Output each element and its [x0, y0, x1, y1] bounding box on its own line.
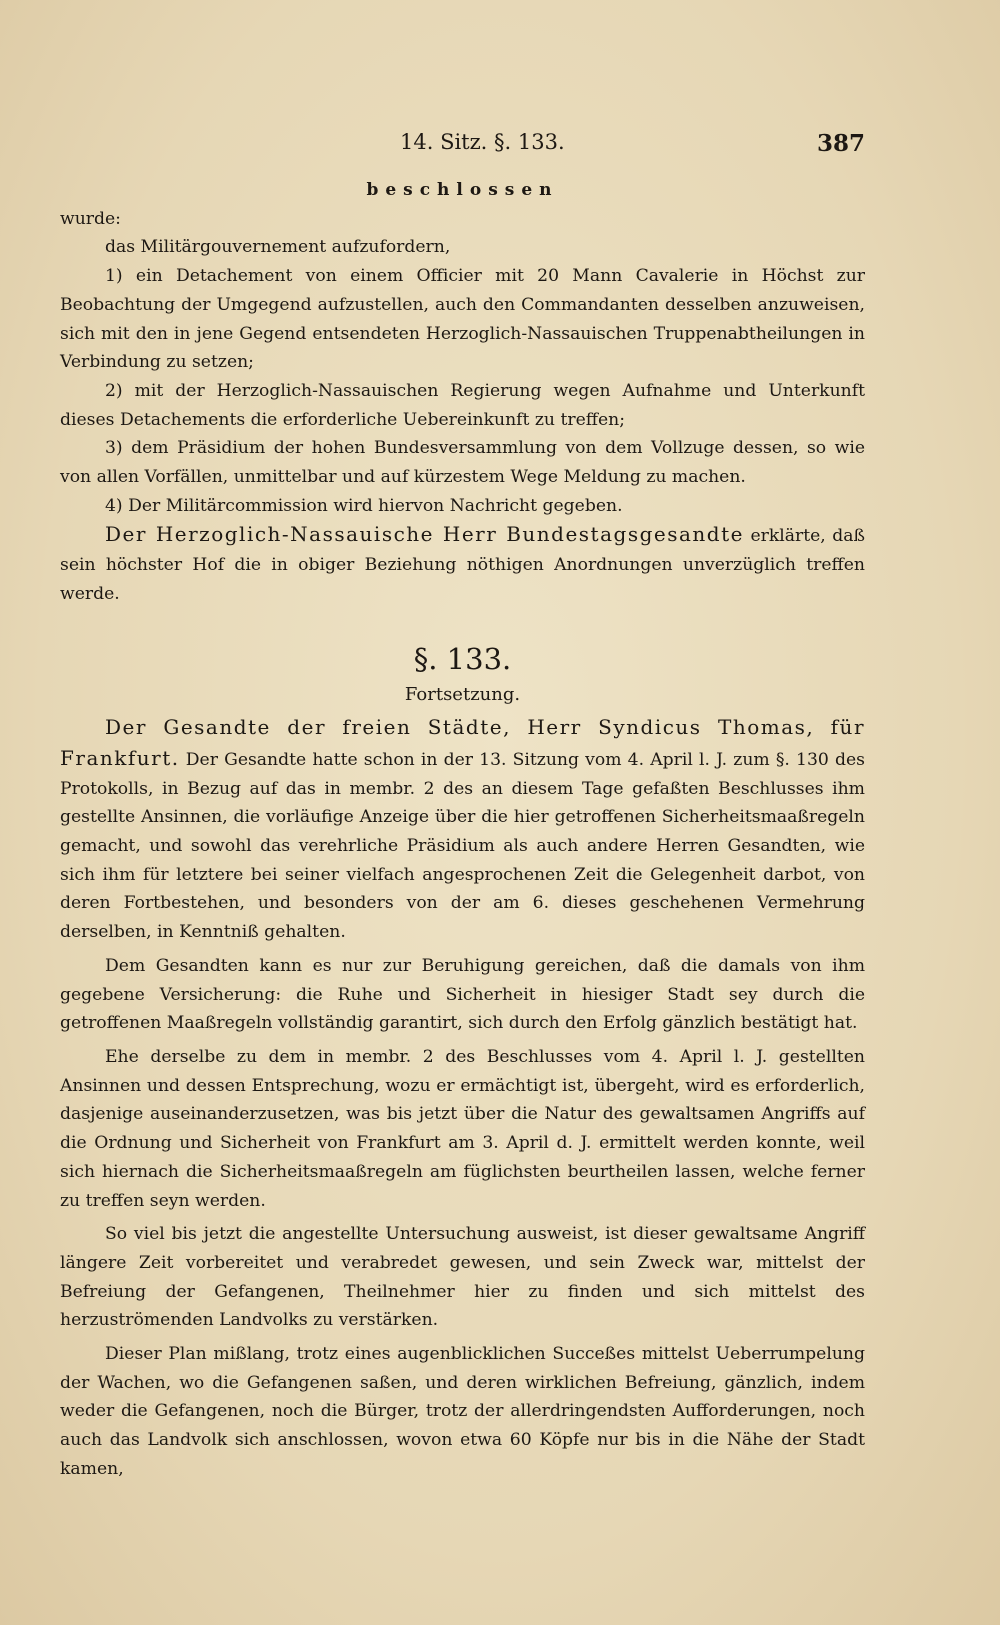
nassau-speaker: Der Herzoglich-Nassauische Herr Bundestagsgesandte [105, 522, 744, 547]
list-item-4: 4) Der Militärcommission wird hiervon Nachricht gegeben. [105, 495, 623, 516]
page-number: 387 [816, 130, 865, 157]
paragraph-3: Ehe derselbe zu dem in membr. 2 des Beschlusses vom 4. April l. J. gestellten Ansinnen und dessen Entsprechung, wozu er ermächtigt ist, übergeht, wird es erforderlich, dasjenige auseinanderzusetzen, was bis jetzt über die Natur des gewaltsamen Angriffs auf die Ordnung und Sicherheit von Frankfurt am 3. April d. J. ermittelt werden konnte, weil sich hiernach die Sicherheitsmaaßregeln am füglichsten beurtheilen lassen, welche ferner zu treffen seyn werden. [60, 1046, 865, 1211]
list-item-3: 3) dem Präsidium der hohen Bundesversammlung von dem Vollzuge dessen, so wie von allen Vorfällen, unmittelbar und auf kürzestem Wege Meldung zu machen. [60, 438, 865, 488]
section-subtitle: Fortsetzung. [404, 683, 521, 705]
paragraph-4: So viel bis jetzt die angestellte Untersuchung ausweist, ist dieser gewaltsame Angriff längere Zeit vorbereitet und verabredet gewesen, und sein Zweck war, mittelst der Befreiung der Gefangenen, Theilnehmer hier zu finden und sich mittelst des herzuströmenden Landvolks zu verstärken. [60, 1224, 865, 1331]
resolution-word: beschlossen [366, 180, 559, 200]
running-head: 14. Sitz. §. 133. [400, 130, 565, 154]
intro-line: das Militärgouvernement aufzufordern, [105, 237, 451, 258]
list-item-1: 1) ein Detachement von einem Officier mit 20 Mann Cavalerie in Höchst zur Beobachtung der Umgegend aufzustellen, auch den Commandanten desselben anzuweisen, sich mit den in jene Gegend entsendeten Herzoglich-Nassauischen Truppenabtheilungen in Verbindung zu setzen; [60, 266, 865, 373]
section-title: §. 133. [413, 641, 512, 676]
body-text [60, 176, 865, 1484]
nassau-declaration [60, 520, 865, 608]
paragraph-1-text: Der Gesandte hatte schon in der 13. Sitzung vom 4. April l. J. zum §. 130 des Protokolls, in Bezug auf das in membr. 2 des an diesem Tage gefaßten Beschlusses ihm gestellte Ansinnen, die vorläufige Anzeige über die hier getroffenen Sicherheitsmaaßregeln gemacht, und sowohl das verehrliche Präsidium als auch andere Herren Gesandten, wie sich ihm für letztere bei seiner vielfach angesprochenen Zeit die Gelegenheit darbot, von deren Fortbestehen, und besonders von der am 6. dieses geschehenen Vermehrung derselben, in Kenntniß gehalten. [60, 749, 865, 943]
list-item-2: 2) mit der Herzoglich-Nassauischen Regierung wegen Aufnahme und Unterkunft dieses Detachements die erforderliche Uebereinkunft zu treffen; [60, 380, 865, 430]
frankfurt-speaker: Der Gesandte der freien Städte, Herr Syndicus Thomas, für Frankfurt. [60, 715, 865, 770]
paragraph-1 [60, 713, 865, 947]
wurde-line: wurde: [60, 208, 121, 229]
paragraph-5: Dieser Plan mißlang, trotz eines augenblicklichen Succeßes mittelst Ueberrumpelung der Wachen, wo die Gefangenen saßen, und deren wirklichen Befreiung, gänzlich, indem weder die Gefangenen, noch die Bürger, trotz der allerdringendsten Aufforderungen, noch auch das Landvolk sich anschlossen, wovon etwa 60 Köpfe nur bis in die Nähe der Stadt kamen, [60, 1344, 865, 1479]
page-header [60, 130, 865, 162]
nassau-text: erklärte, daß sein höchster Hof die in obiger Beziehung nöthigen Anordnungen unverzüglich treffen werde. [60, 526, 866, 604]
paragraph-2: Dem Gesandten kann es nur zur Beruhigung gereichen, daß die damals von ihm gegebene Versicherung: die Ruhe und Sicherheit in hiesiger Stadt sey durch die getroffenen Maaßregeln vollständig garantirt, sich durch den Erfolg gänzlich bestätigt hat. [60, 955, 865, 1034]
